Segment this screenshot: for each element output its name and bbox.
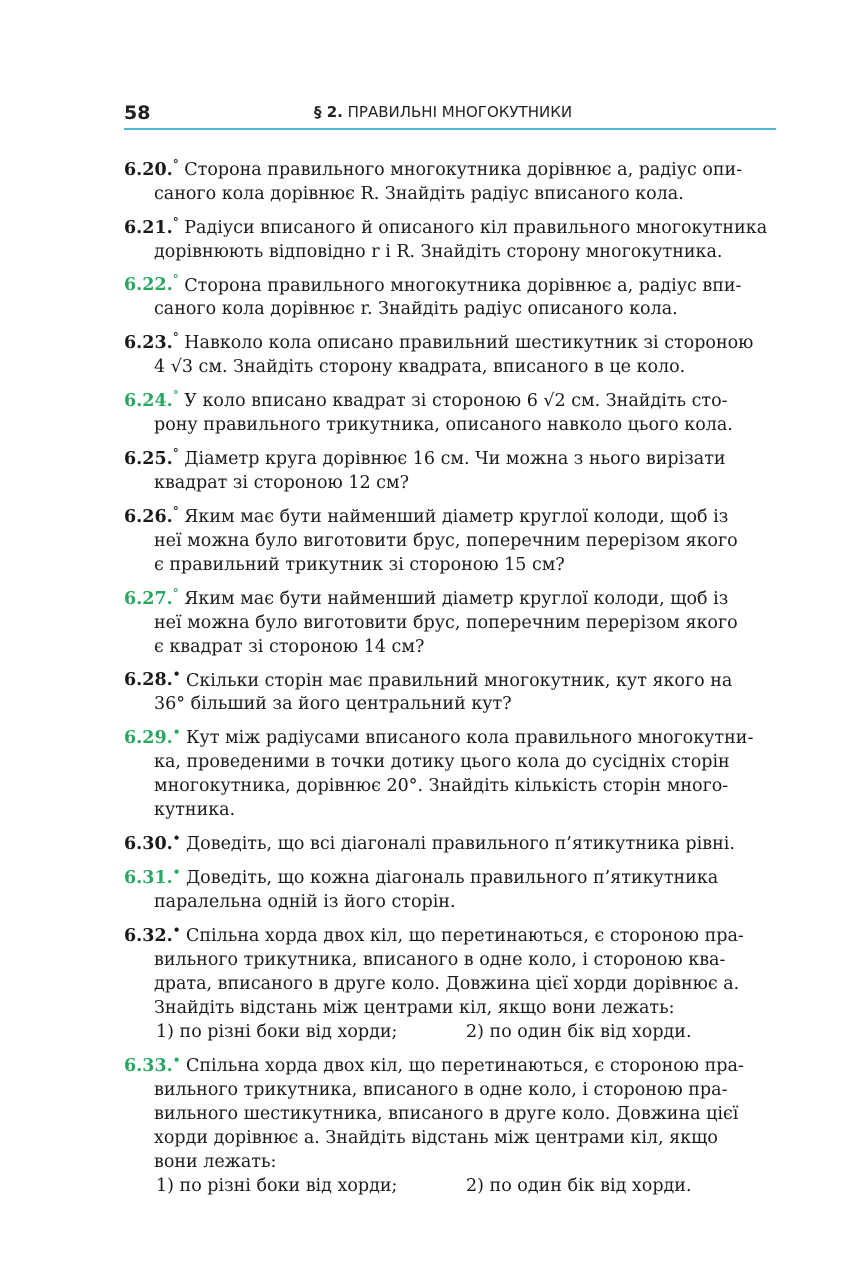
sub-item: 1) по різні боки від хорди;: [156, 1175, 398, 1196]
problem-number: 6.30.•: [124, 831, 181, 855]
problem-item: [124, 268, 776, 322]
problem-text-line: ка, проведеними в точки дотику цього кола до сусідніх сторін: [154, 752, 730, 773]
problem-text-line: 4 √3 см. Знайдіть сторону квадрата, вписаного в це коло.: [154, 357, 686, 378]
sub-items: [124, 1174, 776, 1198]
difficulty-mark: °: [172, 214, 179, 229]
problem-text-line: квадрат зі стороною 12 см?: [154, 472, 409, 493]
problem-text-line: вильного шестикутника, вписаного в друге коло. Довжина цієї: [154, 1103, 739, 1124]
problem-number: 6.31.•: [124, 865, 181, 888]
problem-item: [124, 383, 776, 437]
problem-item: [124, 826, 776, 856]
problem-text-line: неї можна було виготовити брус, поперечним перерізом якого: [154, 530, 738, 551]
problem-text-line: паралельна одній із його сторін.: [154, 891, 456, 912]
problem-item: [124, 210, 776, 264]
difficulty-mark: °: [172, 272, 179, 287]
sub-item: 2) по один бік від хорди.: [466, 1175, 692, 1196]
sub-items: [124, 1020, 776, 1044]
problem-text-line: саного кола дорівнює R. Знайдіть радіус вписаного кола.: [154, 183, 684, 204]
difficulty-mark: °: [172, 157, 179, 171]
problem-item: [124, 860, 776, 914]
difficulty-mark: •: [172, 922, 181, 937]
problem-text-line: Знайдіть відстань між центрами кіл, якщо вони лежать:: [154, 997, 675, 1018]
section-title-text: ПРАВИЛЬНІ МНОГОКУТНИКИ: [347, 103, 573, 121]
problem-item: [124, 720, 776, 822]
problem-text-line: 6.33.• Спільна хорда двох кіл, що перетинаються, є стороною пра-: [124, 1052, 744, 1076]
section-prefix: § 2.: [314, 103, 343, 121]
difficulty-mark: •: [172, 667, 181, 682]
problem-text-line: вильного трикутника, вписаного в одне коло, і стороною пра-: [154, 1079, 728, 1100]
problem-number: 6.28.•: [124, 667, 181, 691]
problem-text-line: рону правильного трикутника, описаного навколо цього кола.: [154, 415, 733, 436]
difficulty-mark: °: [172, 503, 179, 518]
problem-number: 6.26.°: [124, 503, 179, 527]
section-title: [314, 103, 572, 121]
problem-text-line: 6.29.• Кут між радіусами вписаного кола правильного многокутни-: [124, 725, 754, 749]
problem-text-line: 6.24.° У коло вписано квадрат зі стороною 6 √2 см. Знайдіть сто-: [124, 388, 728, 412]
problem-text-line: 6.30.• Доведіть, що всі діагоналі правильного п’ятикутника рівні.: [124, 831, 735, 855]
problem-text-line: хорди дорівнює a. Знайдіть відстань між центрами кіл, якщо: [154, 1127, 718, 1148]
problem-number: 6.33.•: [124, 1052, 181, 1076]
problem-text-line: 6.32.• Спільна хорда двох кіл, що перетинаються, є стороною пра-: [124, 922, 744, 946]
sub-item: 2) по один бік від хорди.: [466, 1021, 692, 1042]
problem-text-line: 6.25.° Діаметр круга дорівнює 16 см. Чи можна з нього вирізати: [124, 446, 726, 469]
problem-item: [124, 499, 776, 577]
problem-item: [124, 441, 776, 495]
problem-text-line: дорівнюють відповідно r і R. Знайдіть сторону многокутника.: [154, 241, 723, 262]
problem-number: 6.21.°: [124, 214, 179, 238]
problem-text-line: кутника.: [154, 800, 236, 821]
problem-text-line: драта, вписаного в друге коло. Довжина цієї хорди дорівнює a.: [154, 973, 740, 994]
difficulty-mark: °: [172, 585, 179, 600]
difficulty-mark: •: [172, 725, 181, 740]
problem-number: 6.32.•: [124, 922, 181, 946]
problem-number: 6.29.•: [124, 725, 181, 749]
difficulty-mark: °: [172, 446, 179, 461]
header-rule: [124, 128, 776, 130]
problem-item: [124, 918, 776, 1044]
problem-text-line: 6.28.• Скільки сторін має правильний многокутник, кут якого на: [124, 667, 733, 691]
problem-text-line: 6.20.° Сторона правильного многокутника дорівнює a, радіус опи-: [124, 157, 743, 180]
problem-number: 6.22.°: [124, 272, 179, 296]
difficulty-mark: •: [172, 1052, 181, 1067]
problem-number: 6.23.°: [124, 330, 179, 354]
difficulty-mark: •: [172, 831, 181, 846]
problem-number: 6.27.°: [124, 585, 179, 609]
problem-number: 6.25.°: [124, 446, 179, 469]
problem-item: [124, 663, 776, 717]
problem-text-line: вони лежать:: [154, 1151, 277, 1172]
difficulty-mark: •: [172, 865, 181, 880]
difficulty-mark: °: [172, 388, 179, 403]
problem-text-line: 6.23.° Навколо кола описано правильний шестикутник зі стороною: [124, 330, 754, 354]
problem-item: [124, 1048, 776, 1198]
problem-list: [124, 152, 776, 1202]
problem-text-line: многокутника, дорівнює 20°. Знайдіть кількість сторін много-: [154, 776, 729, 797]
problem-number: 6.24.°: [124, 388, 179, 412]
problem-item: [124, 581, 776, 659]
problem-text-line: є правильний трикутник зі стороною 15 см?: [154, 554, 565, 575]
problem-item: [124, 152, 776, 206]
problem-number: 6.20.°: [124, 157, 179, 180]
page-number: 58: [124, 102, 151, 124]
problem-text-line: є квадрат зі стороною 14 см?: [154, 636, 425, 657]
sub-item: 1) по різні боки від хорди;: [156, 1021, 398, 1042]
problem-item: [124, 325, 776, 379]
problem-text-line: вильного трикутника, вписаного в одне коло, і стороною ква-: [154, 949, 726, 970]
problem-text-line: саного кола дорівнює r. Знайдіть радіус описаного кола.: [154, 299, 678, 320]
problem-text-line: 6.22.° Сторона правильного многокутника дорівнює a, радіус впи-: [124, 272, 742, 296]
difficulty-mark: °: [172, 330, 179, 345]
problem-text-line: 36° більший за його центральний кут?: [154, 694, 512, 715]
problem-text-line: 6.31.• Доведіть, що кожна діагональ правильного п’ятикутника: [124, 865, 719, 888]
problem-text-line: неї можна було виготовити брус, поперечним перерізом якого: [154, 612, 738, 633]
page-header: [124, 96, 776, 130]
problem-text-line: 6.26.° Яким має бути найменший діаметр круглої колоди, щоб із: [124, 503, 729, 527]
problem-text-line: 6.27.° Яким має бути найменший діаметр круглої колоди, щоб із: [124, 585, 729, 609]
problem-text-line: 6.21.° Радіуси вписаного й описаного кіл правильного многокутника: [124, 214, 768, 238]
